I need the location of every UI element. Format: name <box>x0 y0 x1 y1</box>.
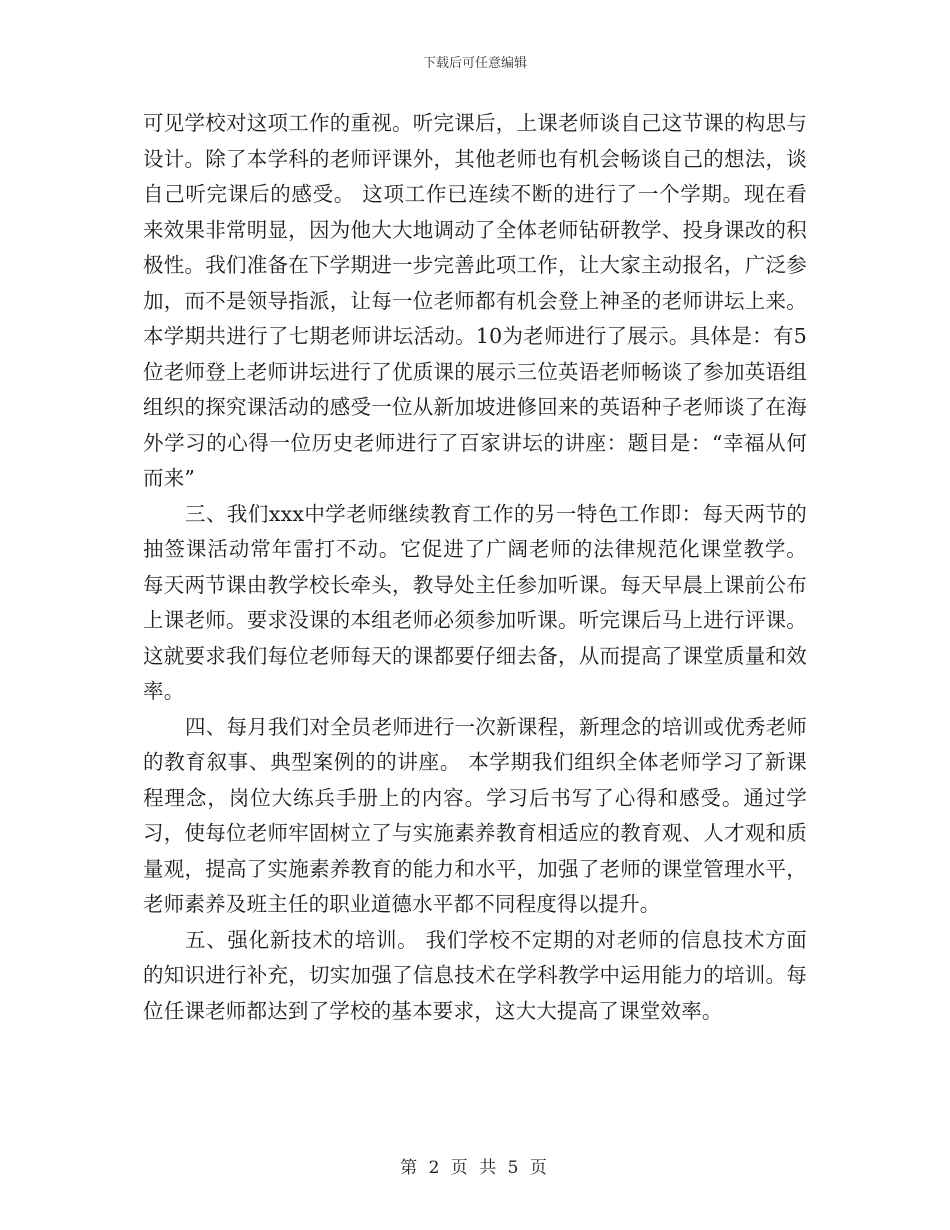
page-number-footer: 第 2 页 共 5 页 <box>400 1158 550 1178</box>
page-header-note: 下载后可任意编辑 <box>422 56 527 71</box>
paragraph-continuation: 可见学校对这项工作的重视。听完课后，上课老师谈自己这节课的构思与设计。除了本学科的老师评课外，其他老师也有机会畅谈自己的想法，谈自己听完课后的感受。 这项工作已连续不断的进行了一个学期。现在看来效果非常明显，因为他大大地调动了全体老师钻研教学、投身课改的积极性。我们准备在下学期进一步完善此项工作，让大家主动报名，广泛参加，而不是领导指派，让每一位老师都有机会登上神圣的老师讲坛上来。 本学期共进行了七期老师讲坛活动。10为老师进行了展示。具体是：有5位老师登上老师讲坛进行了优质课的展示三位英语老师畅谈了参加英语组组织的探究课活动的感受一位从新加坡进修回来的英语种子老师谈了在海外学习的心得一位历史老师进行了百家讲坛的讲座：题目是：“幸福从何而来” <box>143 111 807 490</box>
paragraph-section-five: 五、强化新技术的培训。 我们学校不定期的对老师的信息技术方面的知识进行补充，切实加强了信息技术在学科教学中运用能力的培训。每位任课老师都达到了学校的基本要求，这大大提高了课堂效率。 <box>143 927 807 1023</box>
paragraph-section-four: 四、每月我们对全员老师进行一次新课程，新理念的培训或优秀老师的教育叙事、典型案例的的讲座。 本学期我们组织全体老师学习了新课程理念，岗位大练兵手册上的内容。学习后书写了心得和感受。通过学习，使每位老师牢固树立了与实施素养教育相适应的教育观、人才观和质量观，提高了实施素养教育的能力和水平，加强了老师的课堂管理水平，老师素养及班主任的职业道德水平都不同程度得以提升。 <box>143 714 807 916</box>
document-body <box>143 106 807 1029</box>
paragraph-section-three: 三、我们xxx中学老师继续教育工作的另一特色工作即：每天两节的抽签课活动常年雷打不动。它促进了广阔老师的法律规范化课堂教学。 每天两节课由教学校长牵头，教导处主任参加听课。每天早晨上课前公布上课老师。要求没课的本组老师必须参加听课。听完课后马上进行评课。这就要求我们每位老师每天的课都要仔细去备，从而提高了课堂质量和效率。 <box>143 501 807 703</box>
